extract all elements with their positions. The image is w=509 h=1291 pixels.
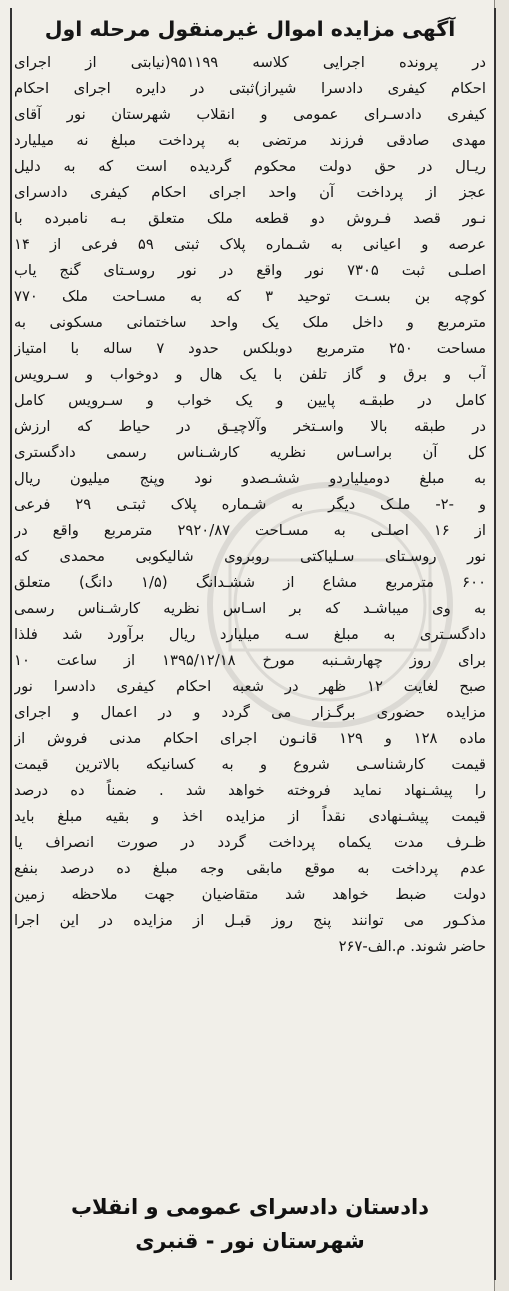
body-line: ظـرف مدت یکماه پرداخت گردد در صورت انصراف یا: [14, 834, 486, 851]
body-line: به وی میباشـد که بر اسـاس نظریه کارشـناس رسمی: [14, 600, 486, 617]
body-line: مساحت ۲۵۰ مترمربع دوبلکس حدود ۷ ساله با امتیاز: [14, 340, 486, 357]
body-line: در طبقه بالا واسـتخر وآلاچیـق در حیاط که ارزش: [14, 418, 486, 435]
body-line: صبح لغایت ۱۲ ظهر در شعبه احکام کیفری دادسرا نور: [14, 678, 486, 695]
body-line: دادگسـتری به مبلغ سـه میلیارد ریال برآورد شد فلذا: [14, 626, 486, 643]
body-line: کیفری دادسـرای عمومی و انقلاب شهرستان نور آقای: [14, 106, 486, 123]
body-line: کل آن براسـاس نظریه کارشـناس رسمی دادگستری: [14, 444, 486, 461]
body-line: و -۲- ملـک دیگر به شـماره پلاک ثبتـی ۲۹ فرعی: [14, 496, 486, 513]
body-line: نـور قصد فـروش دو قطعه ملک متعلق بـه نامبرده با: [14, 210, 486, 227]
body-line: آب و برق و گاز تلفن با یک هال و دوخواب و سـرویس: [14, 366, 486, 383]
notice-body: [14, 50, 486, 960]
body-line: در پرونده اجرایی کلاسه ۹۵۱۱۹۹(نیابتی از اجرای: [14, 54, 486, 71]
body-line: دولت ضبط خواهد شد متقاضیان جهت ملاحظه زمین: [14, 886, 486, 903]
body-line: مذکـور می توانند پنج روز قبـل از مزایده در این اجرا: [14, 912, 486, 929]
body-line: عدم پرداخت به موقع مابقی وجه مبلغ ده درصد بنفع: [14, 860, 486, 877]
body-line-last: حاضر شوند. م.الف-۲۶۷: [338, 938, 486, 955]
body-line: ریـال در حق دولت محکوم گردیده است که به دلیل: [14, 158, 486, 175]
body-line: مهدی صادقی فرزند مرتضی به پرداخت مبلغ نه میلیارد: [14, 132, 486, 149]
body-line: کوچه بن بسـت توحید ۳ که به مسـاحت ملک ۷۷۰: [14, 288, 486, 305]
auction-notice: [14, 12, 486, 960]
body-line: عرصه و اعیانی به شـماره پلاک ثبتی ۵۹ فرعی از ۱۴: [14, 236, 486, 253]
adjacent-column-edge: [494, 0, 509, 1291]
signature-line-2: شهرستان نور - قنبری: [135, 1229, 365, 1253]
body-line: ماده ۱۲۸ و ۱۲۹ قانـون اجرای احکام مدنی فروش از: [14, 730, 486, 747]
notice-title: آگهی مزایده اموال غیرمنقول مرحله اول: [44, 17, 456, 41]
body-line: مزایده حضوری برگـزار می گردد و در اعمال و اجرای: [14, 704, 486, 721]
body-line: از ۱۶ اصلـی به مسـاحت ۲۹۲۰/۸۷ مترمربع واقع در: [14, 522, 486, 539]
body-line: ۶۰۰ مترمربع مشاع از ششـدانگ (۱/۵ دانگ) متعلق: [14, 574, 486, 591]
body-line: برای روز چهارشـنبه مورخ ۱۳۹۵/۱۲/۱۸ از ساعت ۱۰: [14, 652, 486, 669]
body-line: نور روسـتای سـلیاکتی روبروی شالیکوبی محمدی که: [14, 548, 486, 565]
body-line: قیمت پیشـنهادی نقداً از مزایده اخذ و بقیه مبلغ باید: [14, 808, 486, 825]
signature-block: [14, 1190, 486, 1258]
body-line: احکام کیفری دادسرا شیراز)ثبتی در دایره اجرای احکام: [14, 80, 486, 97]
body-line: به مبلغ دومیلیاردو ششـصدو نود وپنج میلیون ریال: [14, 470, 486, 487]
body-line: مترمربع و داخل ملک یک واحد ساختمانی مسکونی به: [14, 314, 486, 331]
body-line: را پیشـنهاد نماید فروخته خواهد شد . ضمناً ده درصد: [14, 782, 486, 799]
body-line: اصلـی ثبت ۷۳۰۵ نور واقع در نور روسـتای گنج یاب: [14, 262, 486, 279]
body-line: عجز از پرداخت آن واحد اجرای احکام کیفری دادسرای: [14, 184, 486, 201]
signature-line-1: دادستان دادسرای عمومی و انقلاب: [70, 1195, 430, 1219]
body-line: کامل در طبقـه پایین و یک خواب و سـرویس کامل: [14, 392, 486, 409]
body-line: قیمت کارشناسـی شروع و به کسانیکه بالاترین قیمت: [14, 756, 486, 773]
